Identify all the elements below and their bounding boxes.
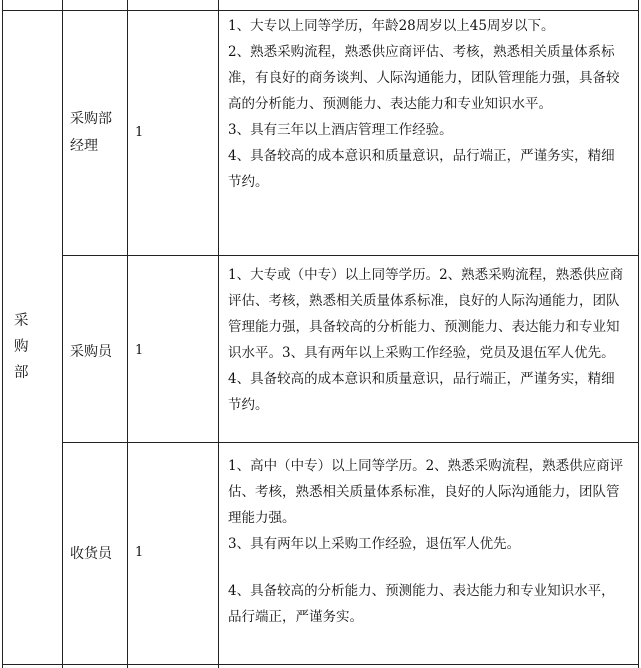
column-divider-2 [127, 0, 128, 668]
requirement-item: 3、具有三年以上酒店管理工作经验。 [228, 122, 453, 138]
department-cell: 采购部 [14, 313, 39, 381]
position-cell: 收货员 [70, 546, 112, 562]
requirement-item: 1、大专以上同等学历，年龄28周岁以上45周岁以下。 [228, 18, 555, 34]
requirements-cell [228, 13, 628, 195]
table-bottom-border [2, 664, 639, 665]
column-divider-3 [218, 0, 219, 668]
requirement-item: 2、熟悉采购流程，熟悉供应商评估、考核，熟悉相关质量体系标准，有良好的商务谈判、人际沟通能力，团队管理能力强，具备较高的分析能力、预测能力、表达能力和专业知识水平。 [228, 44, 620, 112]
count-cell: 1 [135, 343, 144, 358]
requirement-item: 1、高中（中专）以上同等学历。2、熟悉采购流程，熟悉供应商评估、考核，熟悉相关质量体系标准，良好的人际沟通能力，团队管理能力强。 [228, 458, 624, 526]
row-divider-2 [62, 442, 639, 443]
row-divider-1 [62, 255, 639, 256]
column-divider-1 [62, 0, 63, 668]
requirement-item: 1、大专或（中专）以上同等学历。2、熟悉采购流程，熟悉供应商评估、考核，熟悉相关质量体系标准，良好的人际沟通能力，团队管理能力强，具备较高的分析能力、预测能力、表达能力和专业知识水平。3、具有两年以上采购工作经验，党员及退伍军人优先。4、具备较高的成本意识和质量意识，品行端正，严谨务实，精细节约。 [228, 267, 624, 413]
table-left-border [2, 0, 3, 668]
requirements-cell [228, 453, 628, 630]
requirement-item: 4、具备较高的分析能力、预测能力、表达能力和专业知识水平，品行端正，严谨务实。 [228, 583, 615, 625]
count-cell: 1 [135, 125, 144, 140]
position-cell: 采购员 [70, 344, 112, 360]
requirement-item: 4、具备较高的成本意识和质量意识，品行端正，严谨务实，精细节约。 [228, 148, 615, 190]
requirement-item: 3、具有两年以上采购工作经验，退伍军人优先。 [228, 536, 521, 552]
count-cell: 1 [135, 545, 144, 560]
table-top-border [2, 10, 639, 11]
table-right-border [638, 0, 639, 668]
requirements-cell [228, 262, 628, 418]
position-cell: 采购部经理 [70, 111, 112, 154]
